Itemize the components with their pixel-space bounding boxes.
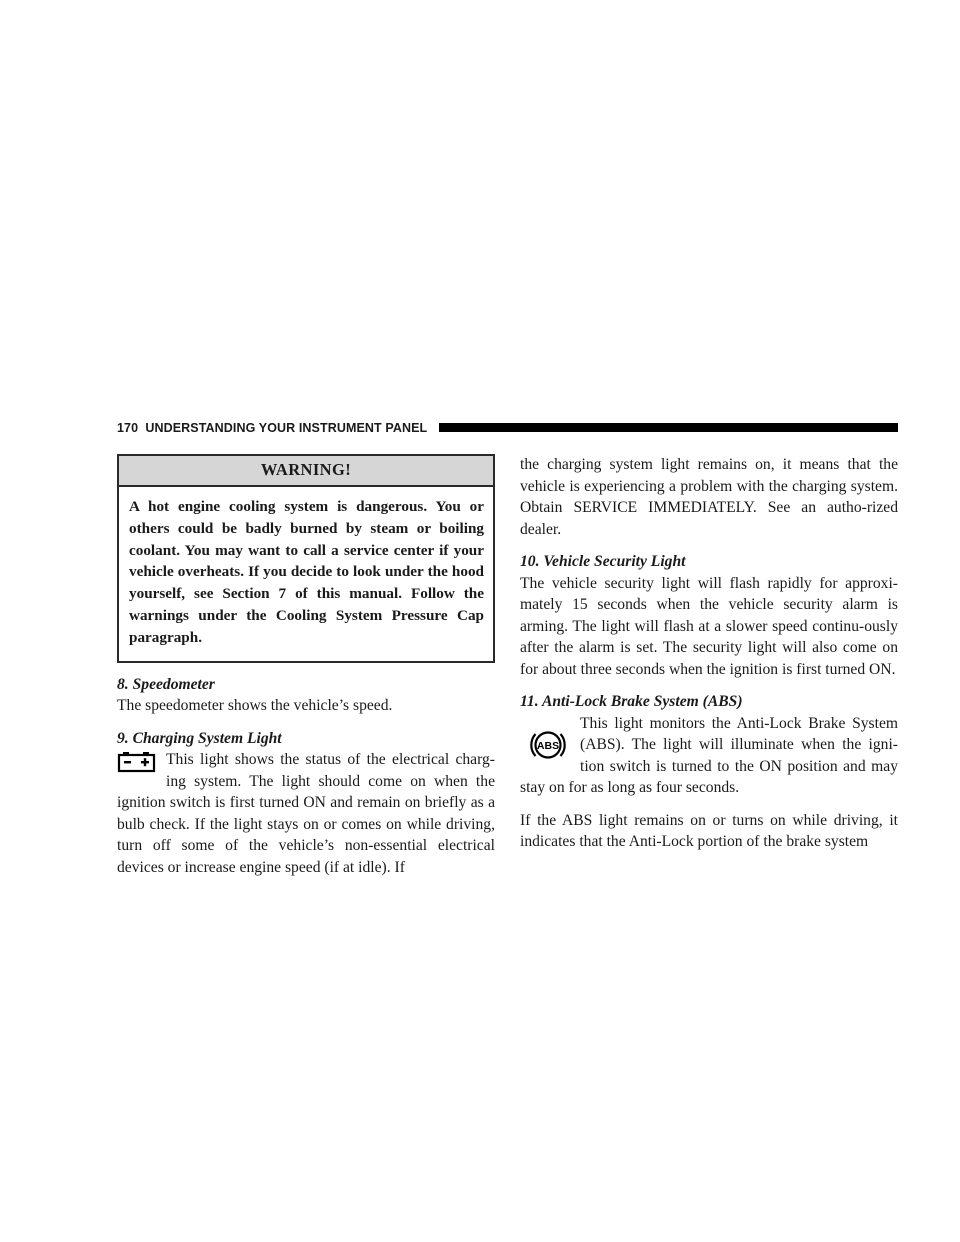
security-text: The vehicle security light will flash rapidly for approxi-mately 15 seconds when the vehicle security alarm is arming. The light will flash at a slower speed continu-ously after the alarm is set. The security light will also come on for about three seconds when the ignition is first turned ON. xyxy=(520,574,898,678)
charging-text-1: This light shows the status of the electrical charg-ing system. The light should come on when the ignition switch is first turned ON and remain on briefly as a bulb check. If the light stays on or comes on while driving, turn off some of the vehicle’s non-essential electrical devices or increase engine speed (if at idle). If xyxy=(117,751,495,876)
page-header xyxy=(117,420,898,438)
abs-section xyxy=(520,713,898,799)
abs-warning-icon xyxy=(528,725,568,765)
security-heading: 10. Vehicle Security Light xyxy=(520,553,686,570)
charging-heading: 9. Charging System Light xyxy=(117,729,282,747)
charging-text-2: the charging system light remains on, it means that the vehicle is experiencing a problem with the charging system. Obtain SERVICE IMMEDIATELY. See an autho-rized dealer. xyxy=(520,456,898,538)
charging-section xyxy=(117,749,495,878)
warning-title: WARNING! xyxy=(119,456,493,487)
abs-text-1: This light monitors the Anti-Lock Brake System (ABS). The light will illuminate when the igni-tion switch is turned to the ON position and may stay on for as long as four seconds. xyxy=(520,714,898,796)
page-header-text xyxy=(117,421,427,435)
left-column xyxy=(117,454,495,878)
abs-text-2: If the ABS light remains on or turns on while driving, it indicates that the Anti-Lock portion of the brake system xyxy=(520,811,898,850)
speedometer-text: The speedometer shows the vehicle’s speed. xyxy=(117,697,393,715)
warning-body: A hot engine cooling system is dangerous. You or others could be badly burned by steam or boiling coolant. You may want to call a service center if your vehicle overheats. If you decide to look under the hood yourself, see Section 7 of this manual. Follow the warnings under the Cooling System Pressure Cap paragraph. xyxy=(129,498,484,646)
section-title: UNDERSTANDING YOUR INSTRUMENT PANEL xyxy=(145,421,428,435)
warning-box xyxy=(117,454,495,663)
speedometer-heading: 8. Speedometer xyxy=(117,675,215,693)
header-rule xyxy=(439,423,898,432)
abs-heading: 11. Anti-Lock Brake System (ABS) xyxy=(520,693,743,710)
right-column xyxy=(520,454,898,853)
battery-icon xyxy=(117,751,157,773)
abs-icon-label: ABS xyxy=(536,739,560,752)
page-number: 170 xyxy=(117,421,139,435)
